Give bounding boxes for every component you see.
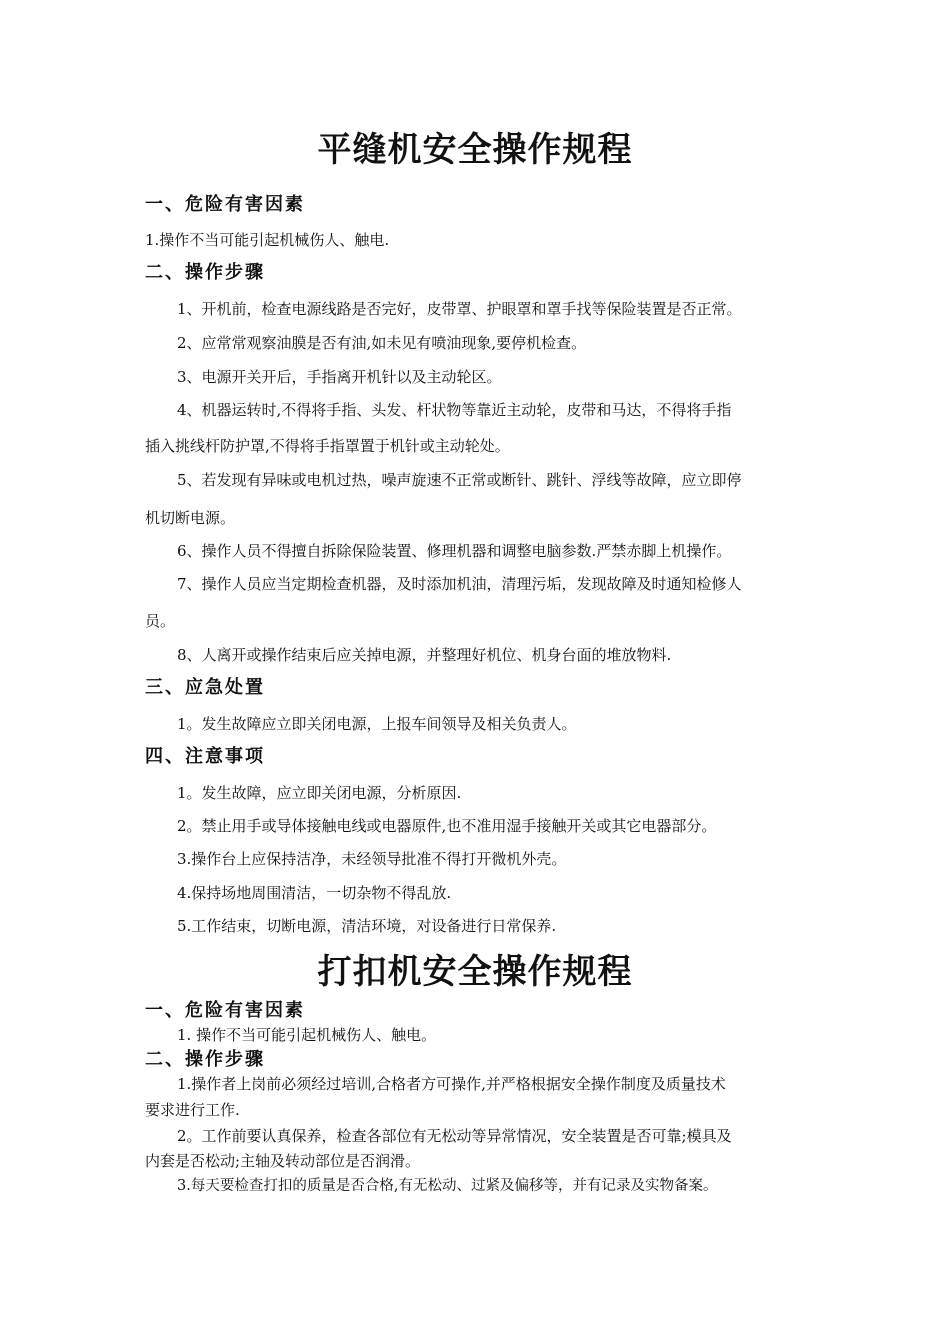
doc1-title: 平缝机安全操作规程 bbox=[317, 130, 633, 170]
doc1-section2-item7-line1: 7、操作人员应当定期检查机器，及时添加机油，清理污垢，发现故障及时通知检修人 bbox=[177, 575, 742, 593]
doc2-section2-heading: 二、操作步骤 bbox=[145, 1049, 265, 1070]
doc1-section2-item4-line1: 4、机器运转时,不得将手指、头发、杆状物等靠近主动轮，皮带和马达，不得将手指 bbox=[177, 401, 732, 419]
doc1-section3-heading: 三、应急处置 bbox=[145, 677, 265, 698]
doc1-section3-item1: 1。发生故障应立即关闭电源，上报车间领导及相关负责人。 bbox=[177, 715, 577, 733]
doc1-section2-item4-line2: 插入挑线杆防护罩,不得将手指罩置于机针或主动轮处。 bbox=[145, 437, 510, 455]
doc1-section4-item5: 5.工作结束，切断电源，清洁环境，对设备进行日常保养. bbox=[177, 917, 557, 935]
doc1-section4-item1: 1。发生故障，应立即关闭电源，分析原因. bbox=[177, 784, 462, 802]
doc2-section2-item3: 3.每天要检查打扣的质量是否合格,有无松动、过紧及偏移等，并有记录及实物备案。 bbox=[177, 1178, 718, 1194]
doc1-section2-item8: 8、人离开或操作结束后应关掉电源，并整理好机位、机身台面的堆放物料. bbox=[177, 646, 672, 664]
doc1-section2-item7-line2: 员。 bbox=[145, 612, 176, 630]
doc2-section1-item1: 1. 操作不当可能引起机械伤人、触电。 bbox=[177, 1026, 437, 1044]
doc2-section1-heading: 一、危险有害因素 bbox=[145, 1000, 305, 1021]
doc2-title: 打扣机安全操作规程 bbox=[317, 952, 633, 992]
doc1-section2-heading: 二、操作步骤 bbox=[145, 262, 265, 283]
doc1-section4-heading: 四、注意事项 bbox=[145, 746, 265, 767]
doc1-section2-item3: 3、电源开关开后，手指离开机针以及主动轮区。 bbox=[177, 368, 502, 386]
doc1-section2-item6: 6、操作人员不得擅自拆除保险装置、修理机器和调整电脑参数.严禁赤脚上机操作。 bbox=[177, 542, 732, 560]
doc1-section2-item5-line2: 机切断电源。 bbox=[145, 509, 236, 527]
doc1-section4-item2: 2。禁止用手或导体接触电线或电器原件,也不准用湿手接触开关或其它电器部分。 bbox=[177, 817, 717, 835]
doc1-section4-item3: 3.操作台上应保持洁净，未经领导批准不得打开微机外壳。 bbox=[177, 850, 567, 868]
doc2-section2-item1-line2: 要求进行工作. bbox=[145, 1101, 240, 1119]
doc1-section2-item5-line1: 5、若发现有异味或电机过热，噪声旋速不正常或断针、跳针、浮线等故障，应立即停 bbox=[177, 471, 742, 489]
doc1-section4-item4: 4.保持场地周围清洁，一切杂物不得乱放. bbox=[177, 884, 452, 902]
doc1-section1-item1: 1.操作不当可能引起机械伤人、触电. bbox=[145, 231, 390, 249]
doc2-section2-item2-line2: 内套是否松动;主轴及转动部位是否润滑。 bbox=[145, 1152, 421, 1170]
doc1-section2-item2: 2、应常常观察油膜是否有油,如未见有喷油现象,要停机检查。 bbox=[177, 334, 587, 352]
doc1-section2-item1: 1、开机前，检查电源线路是否完好，皮带罩、护眼罩和罩手找等保险装置是否正常。 bbox=[177, 300, 742, 318]
doc1-section1-heading: 一、危险有害因素 bbox=[145, 194, 305, 215]
doc2-section2-item1-line1: 1.操作者上岗前必须经过培训,合格者方可操作,并严格根据安全操作制度及质量技术 bbox=[177, 1075, 726, 1093]
doc2-section2-item2-line1: 2。工作前要认真保养，检查各部位有无松动等异常情况，安全装置是否可靠;模具及 bbox=[177, 1127, 732, 1145]
